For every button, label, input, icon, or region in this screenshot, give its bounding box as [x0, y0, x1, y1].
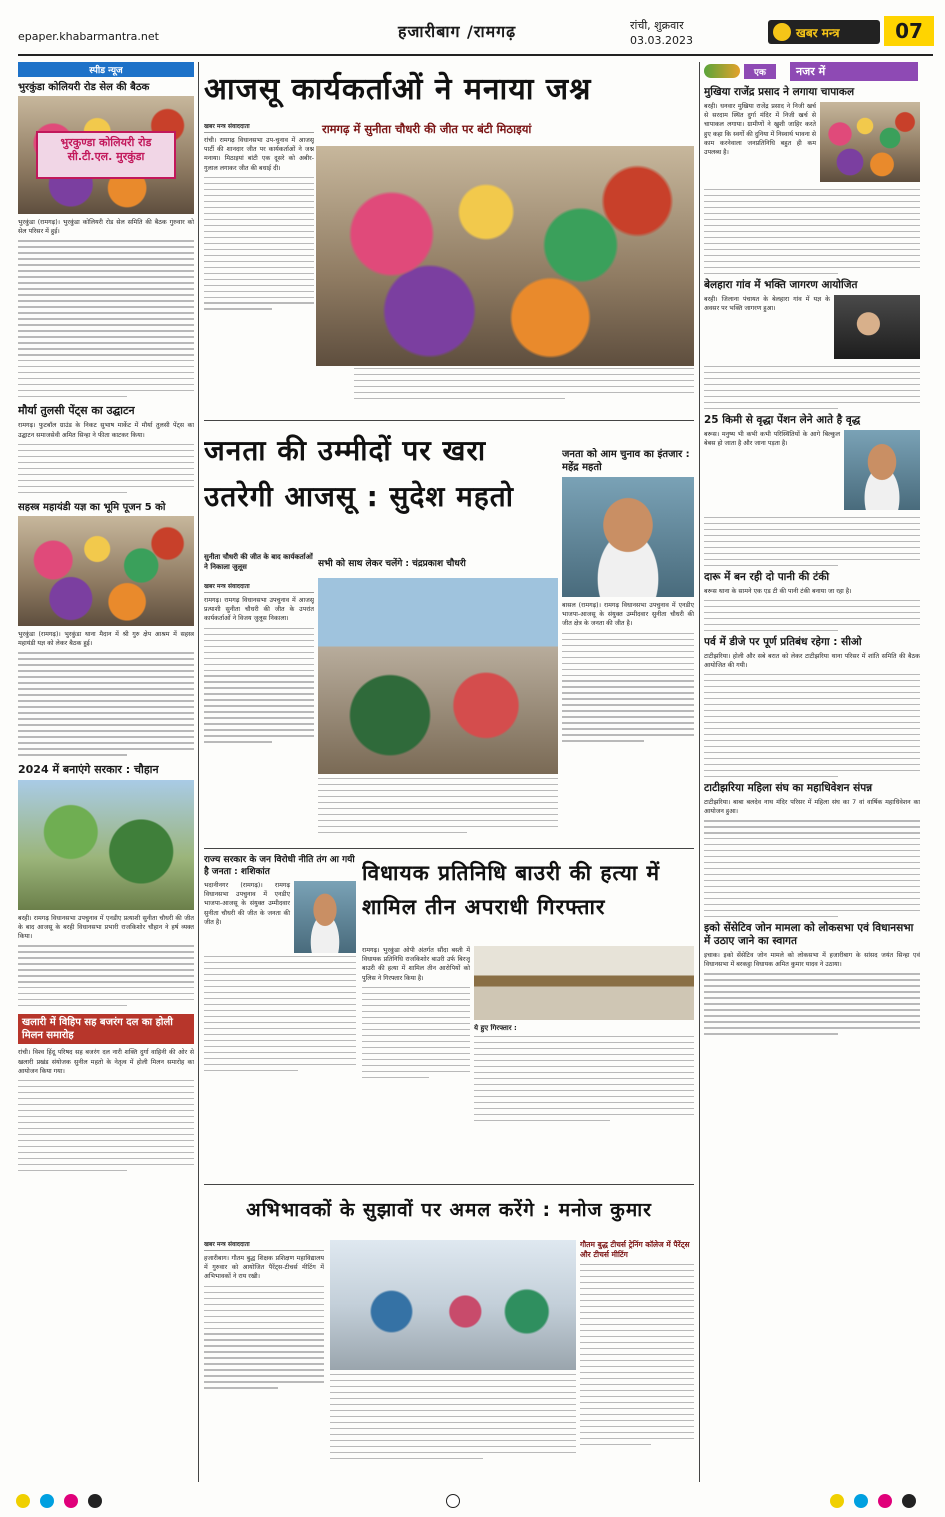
story-photo: [474, 946, 694, 1020]
body-text-lines: [704, 820, 920, 917]
headline-text: अभिभावकों के सुझावों पर अमल करेंगे : मनोज कुमार: [246, 1199, 652, 1221]
headline-text: आजसू कार्यकर्ताओं ने मनाया जश्न: [204, 72, 592, 107]
site-url[interactable]: epaper.khabarmantra.net: [18, 30, 159, 43]
story-lead: रांची। रामगढ़ विधानसभा उप-चुनाव में आजसू पार्टी की शानदार जीत पर कार्यकर्ताओं ने जश्न मनाया। मिठाइयां बांटी एक दूसरे को अबीर-गुलाल लगाकर जीत की बधाई दी।: [204, 137, 314, 172]
body-text-lines: [474, 1036, 694, 1121]
headline-3: [362, 856, 694, 942]
subhead-text: रामगढ़ में सुनीता चौधरी की जीत पर बंटी मिठाइयां: [322, 122, 532, 136]
body-text-lines: [362, 987, 470, 1078]
kicker-2b: [318, 556, 558, 574]
kicker-text: सभी को साथ लेकर चलेंगे : चंद्रप्रकाश चौधरी: [318, 559, 466, 569]
story-photo: [330, 1240, 576, 1370]
story-rule: [204, 1184, 694, 1185]
edition-title: हजारीबाग /रामगढ़: [398, 22, 517, 41]
byline: खबर मन्त्र संवाददाता: [204, 122, 314, 133]
story-title: 2024 में बनाएंगे सरकार : चौहान: [18, 762, 159, 776]
story-photo: [294, 881, 356, 953]
globe-icon: [704, 64, 740, 78]
registration-mark-icon: [878, 1494, 892, 1508]
header-rule: [18, 54, 933, 56]
body-text-lines: [704, 973, 920, 1034]
body-text-lines: [704, 366, 920, 409]
story-title: पर्व में डीजे पर पूर्ण प्रतिबंध रहेगा : सीओ: [704, 635, 862, 648]
story-lead: बरूस। मनुष्य भी कभी कभी परिस्थितियों के आगे बिल्कुल बेबस हो जाता है और जाना पड़ता है।: [704, 430, 840, 447]
story-2-text: [204, 582, 314, 837]
story-1-photo-wrap: [316, 146, 694, 366]
story-title: भुरकुंडा कोलियरी रोड सेल की बैठक: [18, 82, 150, 93]
story-4-photo-wrap: [330, 1240, 576, 1370]
story-2-continued: [318, 778, 558, 842]
city-day: रांची, शुक्रवार: [630, 19, 684, 32]
story-title: बेलहारा गांव में भक्ति जागरण आयोजित: [704, 278, 858, 291]
page-number: 07: [884, 16, 934, 46]
story-title: इको सेंसेटिव जोन मामला को लोकसभा एवं विधानसभा में उठाए जाने का स्वागत: [704, 921, 914, 947]
dateline: [630, 18, 693, 48]
story-photo: [820, 102, 920, 182]
story-3-continued: [474, 1024, 694, 1176]
body-text-lines: [704, 517, 920, 566]
story-1-continued: [354, 368, 694, 414]
story-title: दारू में बन रही दो पानी की टंकी: [704, 570, 830, 583]
side-story-3: [204, 854, 356, 1180]
story-lead: इचाक। इको सेंसेटिव जोन मामले को लोकसभा में हजारीबाग के सांसद जयंत सिन्हा एवं विधानसभा में बरकट्ठा विधायक अमित कुमार यादव ने उठाया।: [704, 951, 920, 969]
subhead-1: [252, 118, 692, 142]
brand-name: खबर मन्त्र: [796, 26, 840, 40]
story-title: राज्य सरकार के जन विरोधी नीति तंग आ गयी है जनता : शशिकांत: [204, 855, 355, 877]
story-lead: टाटीझरिया। बाबा बलदेव नाथ मंदिर परिसर में महिला संघ का 7 वां वार्षिक महाधिवेशन का आयोजन हुआ।: [704, 798, 920, 815]
story-title: मुखिया राजेंद्र प्रसाद ने लगाया चापाकल: [704, 86, 855, 98]
kicker-2a: [204, 552, 314, 578]
registration-mark-icon: [40, 1494, 54, 1508]
body-text-lines: [704, 189, 920, 274]
registration-mark-icon: [16, 1494, 30, 1508]
body-text-lines: [704, 600, 920, 631]
story-title-box: खलारी में विहिप सह बजरंग दल का होली मिलन समारोह: [18, 1014, 194, 1044]
body-text-lines: [18, 945, 194, 1006]
headline-2: [204, 428, 554, 548]
story-lead: भुरकुंडा (रामगढ़)। भुरकुंडा कोलियरी रोड सेल समिति की बैठक गुरुवार को सेल परिसर में हुई।: [18, 219, 194, 236]
brand-logo: [768, 20, 880, 44]
body-text-lines: [204, 628, 314, 743]
story-title: टाटीझरिया महिला संघ का महाधिवेशन संपन्न: [704, 781, 873, 794]
story-4-text: [204, 1240, 324, 1480]
left-column: [18, 62, 194, 1482]
story-photo: [18, 516, 194, 626]
story-3-text: [362, 946, 470, 1176]
story-lead: बरही। जिलाना पंचायत के बेलहारा गांव में यज्ञ के अवसर पर भक्ति जागरण हुआ।: [704, 295, 830, 312]
story-lead: टाटीझरिया। होली और सबे बरात को लेकर टाटीझरिया थाना परिसर में शांति समिति की बैठक आयोजित की गयी।: [704, 652, 920, 669]
body-text-lines: [18, 444, 194, 493]
body-text-lines: [330, 1374, 576, 1459]
story-photo: [18, 780, 194, 910]
story-lead: भदानीनगर (रामगढ़)। रामगढ़ विधानसभा उपचुनाव में एनडीए भाजपा-आजसू के संयुक्त उम्मीदवार सुनीता चौधरी की जीत के जनता की जीत है।: [204, 882, 290, 926]
side-story-2: [562, 448, 694, 844]
story-lead: रांची। विश्व हिंदू परिषद सह बजरंग दल नारी शक्ति दुर्गा वाहिनी की ओर से खलारी प्रखंड संयोजक सुनील महतो के नेतृत्व में होली मिलन समारोह का आयोजन किया गया।: [18, 1049, 194, 1075]
registration-mark-icon: [64, 1494, 78, 1508]
headline-4: [204, 1190, 694, 1234]
body-text-lines: [354, 368, 694, 399]
brand-logo-icon: [773, 23, 791, 41]
byline: खबर मन्त्र संवाददाता: [204, 582, 314, 593]
right-column: [704, 62, 920, 1482]
body-text-lines: [18, 240, 194, 397]
story-rule: [204, 420, 694, 421]
story-lead: बरही। रामगढ़ विधानसभा उपचुनाव में एनडीए प्रत्याशी सुनीता चौधरी की जीत के बाद आजसू के बरही विधानसभा प्रभारी राजकिशोर चौहान ने हर्ष व्यक्त किया।: [18, 914, 194, 940]
byline: खबर मन्त्र संवाददाता: [204, 1240, 324, 1251]
story-4-side: [580, 1240, 694, 1480]
story-photo: [834, 295, 920, 359]
story-1-text: [204, 122, 314, 412]
story-title: सहस्त्र महायंडी यज्ञ का भूमि पूजन 5 को: [18, 502, 166, 514]
arrested-label: ये हुए गिरफ्तार :: [474, 1024, 517, 1032]
story-photo: [318, 578, 558, 774]
story-photo: [844, 430, 920, 510]
photo-banner-text: भुरकुण्डा कोलियरी रोड सी.टी.एल. मुरकुंडा: [36, 131, 177, 178]
story-2-photo-wrap: [318, 578, 558, 774]
body-text-lines: [18, 652, 194, 755]
headline-text: जनता की उम्मीदों पर खरा उतरेगी आजसू : सुदेश महतो: [204, 434, 514, 513]
story-lead: रामगढ़। भुरकुंडा ओपी अंतर्गत सौंदा बस्ती में विधायक प्रतिनिधि राजकिशोर बाउरी उर्फ बिरजू बाउरी की हत्या में शामिल तीन आरोपियों को पुलिस ने गिरफ्तार किया है।: [362, 947, 470, 982]
headline-text: विधायक प्रतिनिधि बाउरी की हत्या में शामिल तीन अपराधी गिरफ्तार: [362, 861, 661, 919]
body-text-lines: [562, 633, 694, 742]
body-text-lines: [204, 956, 356, 1071]
body-text-lines: [318, 778, 558, 833]
story-title: जनता को आम चुनाव का इंतजार : महेंद्र महतो: [562, 449, 690, 473]
masthead: [18, 16, 933, 54]
registration-mark-icon: [88, 1494, 102, 1508]
column-rule: [198, 62, 199, 1482]
story-4-continued: [330, 1374, 576, 1480]
story-lead: रामगढ़। फुटबॉल ग्राउंड के निकट सुभाष मार्केट में मौर्या तुलसी पेंट्स का उद्घाटन समाजसेवी अमित सिन्हा ने फीता काटकर किया।: [18, 422, 194, 439]
body-text-lines: [204, 1286, 324, 1389]
story-3-photo-wrap: [474, 946, 694, 1020]
story-lead: रामगढ़। रामगढ़ विधानसभा उपचुनाव में आजसू प्रत्याशी सुनीता चौधरी की जीत के उपरांत कार्यकर्ताओं ने विजय जुलूस निकाला।: [204, 597, 314, 623]
column-rule: [699, 62, 700, 1482]
story-title: मौर्या तुलसी पेंट्स का उद्घाटन: [18, 404, 135, 418]
story-lead: भुरकुंडा (रामगढ़)। भुरकुंडा थाना मैदान में श्री गुरु क्षेप आश्रम में सहस्त्र महायंडी यज्ञ को लेकर बैठक हुई।: [18, 631, 194, 648]
nazar-label: नजर में: [790, 62, 918, 81]
crosshair-icon: [446, 1494, 460, 1508]
kicker-text: सुनीता चौधरी की जीत के बाद कार्यकर्ताओं ने निकाला जुलूस: [204, 553, 313, 571]
story-lead: बरूस थाना के सामने एक एड टी की पानी टंकी बनाया जा रहा है।: [704, 587, 852, 595]
story-rule: [204, 848, 694, 849]
story-photo: [18, 96, 194, 214]
story-lead: बरही। धनवार मुखिया राजेंद्र प्रसाद ने निजी खर्च से सरदाम स्थित दुर्गा मंदिर में निजी खर्च से चापाकल लगाया। ग्रामीणों ने खुशी जाहिर करते हुए कहा कि स्वर्गो की दुनिया में निस्वार्थ भावना से काम करनेवाला जनप्रतिनिधि बहुत ही कम उपलब्ध है।: [704, 103, 816, 157]
ek-nazar-header: [704, 62, 920, 82]
headline-1: [204, 68, 694, 114]
body-text-lines: [704, 674, 920, 777]
registration-mark-icon: [902, 1494, 916, 1508]
issue-date: 03.03.2023: [630, 34, 693, 47]
speed-news-tag: स्पीड न्यूज: [18, 62, 194, 77]
kicker-text: गौतम बुद्ध टीचर्स ट्रेनिंग कॉलेज में पैरेंट्स और टीचर्स मीटिंग: [580, 1240, 690, 1259]
print-registration-strip: [0, 1488, 945, 1517]
story-lead: हजारीबाग। गौतम बुद्ध शिक्षक प्रशिक्षण महाविद्यालय में गुरुवार को आयोजित पैरेंट्स-टीचर्स मीटिंग में अभिभावकों ने राय रखी।: [204, 1255, 324, 1281]
story-lead: बासल (रामगढ़)। रामगढ़ विधानसभा उपचुनाव में एनडीए भाजपा-आजसू के संयुक्त उम्मीदवार सुनीता चौधरी की जीत क्षेत्र के जनता की जीत है।: [562, 602, 694, 628]
body-text-lines: [580, 1264, 694, 1445]
story-title: 25 किमी से वृद्धा पेंशन लेने आते है वृद्ध: [704, 413, 861, 426]
body-text-lines: [18, 1080, 194, 1171]
registration-mark-icon: [854, 1494, 868, 1508]
ek-label: एक: [744, 64, 776, 79]
registration-mark-icon: [830, 1494, 844, 1508]
story-photo: [316, 146, 694, 366]
body-text-lines: [204, 177, 314, 310]
story-photo: [562, 477, 694, 597]
